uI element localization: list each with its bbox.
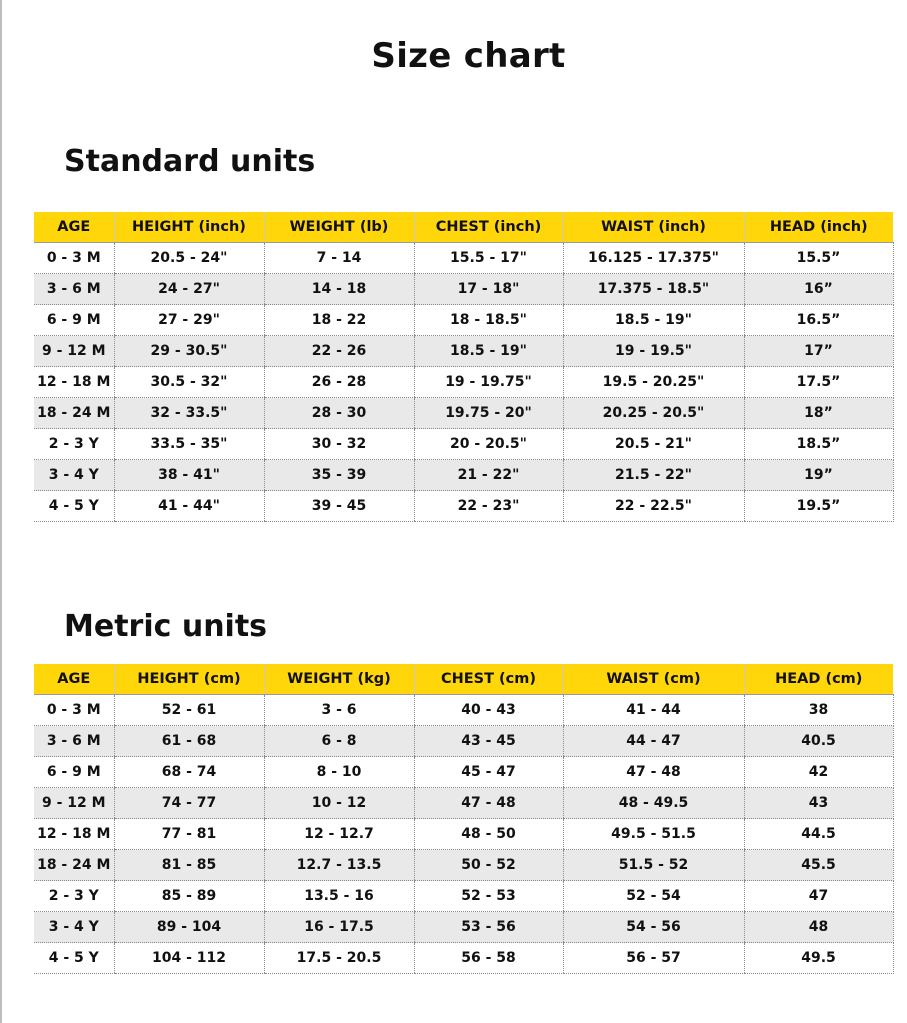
waist-cell: 54 - 56 [563, 912, 744, 943]
head-cell: 17.5” [744, 367, 893, 398]
table-row [34, 336, 893, 367]
chest-cell: 20 - 20.5" [414, 429, 563, 460]
head-cell: 49.5 [744, 943, 893, 974]
column-header-age: AGE [34, 212, 114, 243]
chest-cell: 19 - 19.75" [414, 367, 563, 398]
table-row [34, 819, 893, 850]
metric-size-table [34, 664, 894, 974]
column-header-height: HEIGHT (cm) [114, 664, 264, 695]
age-cell: 0 - 3 M [34, 243, 114, 274]
standard-size-table [34, 212, 894, 522]
chest-cell: 56 - 58 [414, 943, 563, 974]
metric-table-body [34, 695, 893, 974]
waist-cell: 22 - 22.5" [563, 491, 744, 522]
standard-table-body [34, 243, 893, 522]
weight-cell: 26 - 28 [264, 367, 414, 398]
age-cell: 2 - 3 Y [34, 429, 114, 460]
chest-cell: 40 - 43 [414, 695, 563, 726]
weight-cell: 13.5 - 16 [264, 881, 414, 912]
head-cell: 16.5” [744, 305, 893, 336]
chest-cell: 18.5 - 19" [414, 336, 563, 367]
chest-cell: 19.75 - 20" [414, 398, 563, 429]
page-title: Size chart [371, 36, 566, 76]
head-cell: 43 [744, 788, 893, 819]
weight-cell: 7 - 14 [264, 243, 414, 274]
head-cell: 38 [744, 695, 893, 726]
height-cell: 24 - 27" [114, 274, 264, 305]
chest-cell: 15.5 - 17" [414, 243, 563, 274]
waist-cell: 18.5 - 19" [563, 305, 744, 336]
waist-cell: 51.5 - 52 [563, 850, 744, 881]
weight-cell: 10 - 12 [264, 788, 414, 819]
chest-cell: 22 - 23" [414, 491, 563, 522]
chest-cell: 21 - 22" [414, 460, 563, 491]
height-cell: 81 - 85 [114, 850, 264, 881]
weight-cell: 30 - 32 [264, 429, 414, 460]
weight-cell: 12 - 12.7 [264, 819, 414, 850]
table-row [34, 460, 893, 491]
weight-cell: 14 - 18 [264, 274, 414, 305]
table-row [34, 912, 893, 943]
head-cell: 19” [744, 460, 893, 491]
age-cell: 4 - 5 Y [34, 491, 114, 522]
weight-cell: 3 - 6 [264, 695, 414, 726]
head-cell: 16” [744, 274, 893, 305]
age-cell: 9 - 12 M [34, 788, 114, 819]
age-cell: 12 - 18 M [34, 367, 114, 398]
head-cell: 40.5 [744, 726, 893, 757]
weight-cell: 17.5 - 20.5 [264, 943, 414, 974]
table-row [34, 881, 893, 912]
height-cell: 85 - 89 [114, 881, 264, 912]
chest-cell: 18 - 18.5" [414, 305, 563, 336]
standard-units-title: Standard units [64, 144, 316, 179]
height-cell: 74 - 77 [114, 788, 264, 819]
height-cell: 27 - 29" [114, 305, 264, 336]
table-row [34, 788, 893, 819]
height-cell: 33.5 - 35" [114, 429, 264, 460]
chest-cell: 17 - 18" [414, 274, 563, 305]
metric-units-title: Metric units [64, 609, 268, 644]
head-cell: 42 [744, 757, 893, 788]
waist-cell: 16.125 - 17.375" [563, 243, 744, 274]
height-cell: 89 - 104 [114, 912, 264, 943]
height-cell: 41 - 44" [114, 491, 264, 522]
head-cell: 18.5” [744, 429, 893, 460]
height-cell: 32 - 33.5" [114, 398, 264, 429]
page-left-border [0, 0, 2, 1023]
head-cell: 47 [744, 881, 893, 912]
table-row [34, 491, 893, 522]
table-row [34, 757, 893, 788]
head-cell: 15.5” [744, 243, 893, 274]
weight-cell: 22 - 26 [264, 336, 414, 367]
table-row [34, 726, 893, 757]
age-cell: 3 - 6 M [34, 274, 114, 305]
age-cell: 3 - 4 Y [34, 912, 114, 943]
column-header-head: HEAD (cm) [744, 664, 893, 695]
waist-cell: 20.5 - 21" [563, 429, 744, 460]
table-row [34, 274, 893, 305]
head-cell: 18” [744, 398, 893, 429]
head-cell: 44.5 [744, 819, 893, 850]
weight-cell: 6 - 8 [264, 726, 414, 757]
age-cell: 9 - 12 M [34, 336, 114, 367]
waist-cell: 44 - 47 [563, 726, 744, 757]
age-cell: 3 - 4 Y [34, 460, 114, 491]
column-header-weight: WEIGHT (kg) [264, 664, 414, 695]
height-cell: 30.5 - 32" [114, 367, 264, 398]
height-cell: 52 - 61 [114, 695, 264, 726]
height-cell: 38 - 41" [114, 460, 264, 491]
waist-cell: 17.375 - 18.5" [563, 274, 744, 305]
chest-cell: 52 - 53 [414, 881, 563, 912]
age-cell: 6 - 9 M [34, 757, 114, 788]
weight-cell: 28 - 30 [264, 398, 414, 429]
height-cell: 68 - 74 [114, 757, 264, 788]
table-header-row [34, 664, 893, 695]
chest-cell: 53 - 56 [414, 912, 563, 943]
waist-cell: 19 - 19.5" [563, 336, 744, 367]
waist-cell: 48 - 49.5 [563, 788, 744, 819]
column-header-waist: WAIST (cm) [563, 664, 744, 695]
table-row [34, 695, 893, 726]
waist-cell: 52 - 54 [563, 881, 744, 912]
table-row [34, 398, 893, 429]
height-cell: 104 - 112 [114, 943, 264, 974]
chest-cell: 43 - 45 [414, 726, 563, 757]
table-row [34, 305, 893, 336]
table-row [34, 367, 893, 398]
waist-cell: 19.5 - 20.25" [563, 367, 744, 398]
age-cell: 2 - 3 Y [34, 881, 114, 912]
height-cell: 29 - 30.5" [114, 336, 264, 367]
column-header-age: AGE [34, 664, 114, 695]
column-header-height: HEIGHT (inch) [114, 212, 264, 243]
table-row [34, 429, 893, 460]
table-row [34, 243, 893, 274]
waist-cell: 41 - 44 [563, 695, 744, 726]
age-cell: 12 - 18 M [34, 819, 114, 850]
weight-cell: 39 - 45 [264, 491, 414, 522]
table-header-row [34, 212, 893, 243]
chest-cell: 47 - 48 [414, 788, 563, 819]
chest-cell: 50 - 52 [414, 850, 563, 881]
waist-cell: 56 - 57 [563, 943, 744, 974]
age-cell: 3 - 6 M [34, 726, 114, 757]
table-row [34, 943, 893, 974]
height-cell: 20.5 - 24" [114, 243, 264, 274]
column-header-weight: WEIGHT (lb) [264, 212, 414, 243]
age-cell: 6 - 9 M [34, 305, 114, 336]
age-cell: 18 - 24 M [34, 398, 114, 429]
head-cell: 19.5” [744, 491, 893, 522]
age-cell: 4 - 5 Y [34, 943, 114, 974]
waist-cell: 49.5 - 51.5 [563, 819, 744, 850]
column-header-chest: CHEST (inch) [414, 212, 563, 243]
waist-cell: 20.25 - 20.5" [563, 398, 744, 429]
height-cell: 77 - 81 [114, 819, 264, 850]
age-cell: 18 - 24 M [34, 850, 114, 881]
column-header-chest: CHEST (cm) [414, 664, 563, 695]
waist-cell: 47 - 48 [563, 757, 744, 788]
column-header-head: HEAD (inch) [744, 212, 893, 243]
chest-cell: 45 - 47 [414, 757, 563, 788]
chest-cell: 48 - 50 [414, 819, 563, 850]
weight-cell: 16 - 17.5 [264, 912, 414, 943]
head-cell: 45.5 [744, 850, 893, 881]
height-cell: 61 - 68 [114, 726, 264, 757]
weight-cell: 12.7 - 13.5 [264, 850, 414, 881]
waist-cell: 21.5 - 22" [563, 460, 744, 491]
weight-cell: 18 - 22 [264, 305, 414, 336]
age-cell: 0 - 3 M [34, 695, 114, 726]
head-cell: 17” [744, 336, 893, 367]
weight-cell: 8 - 10 [264, 757, 414, 788]
head-cell: 48 [744, 912, 893, 943]
column-header-waist: WAIST (inch) [563, 212, 744, 243]
weight-cell: 35 - 39 [264, 460, 414, 491]
table-row [34, 850, 893, 881]
